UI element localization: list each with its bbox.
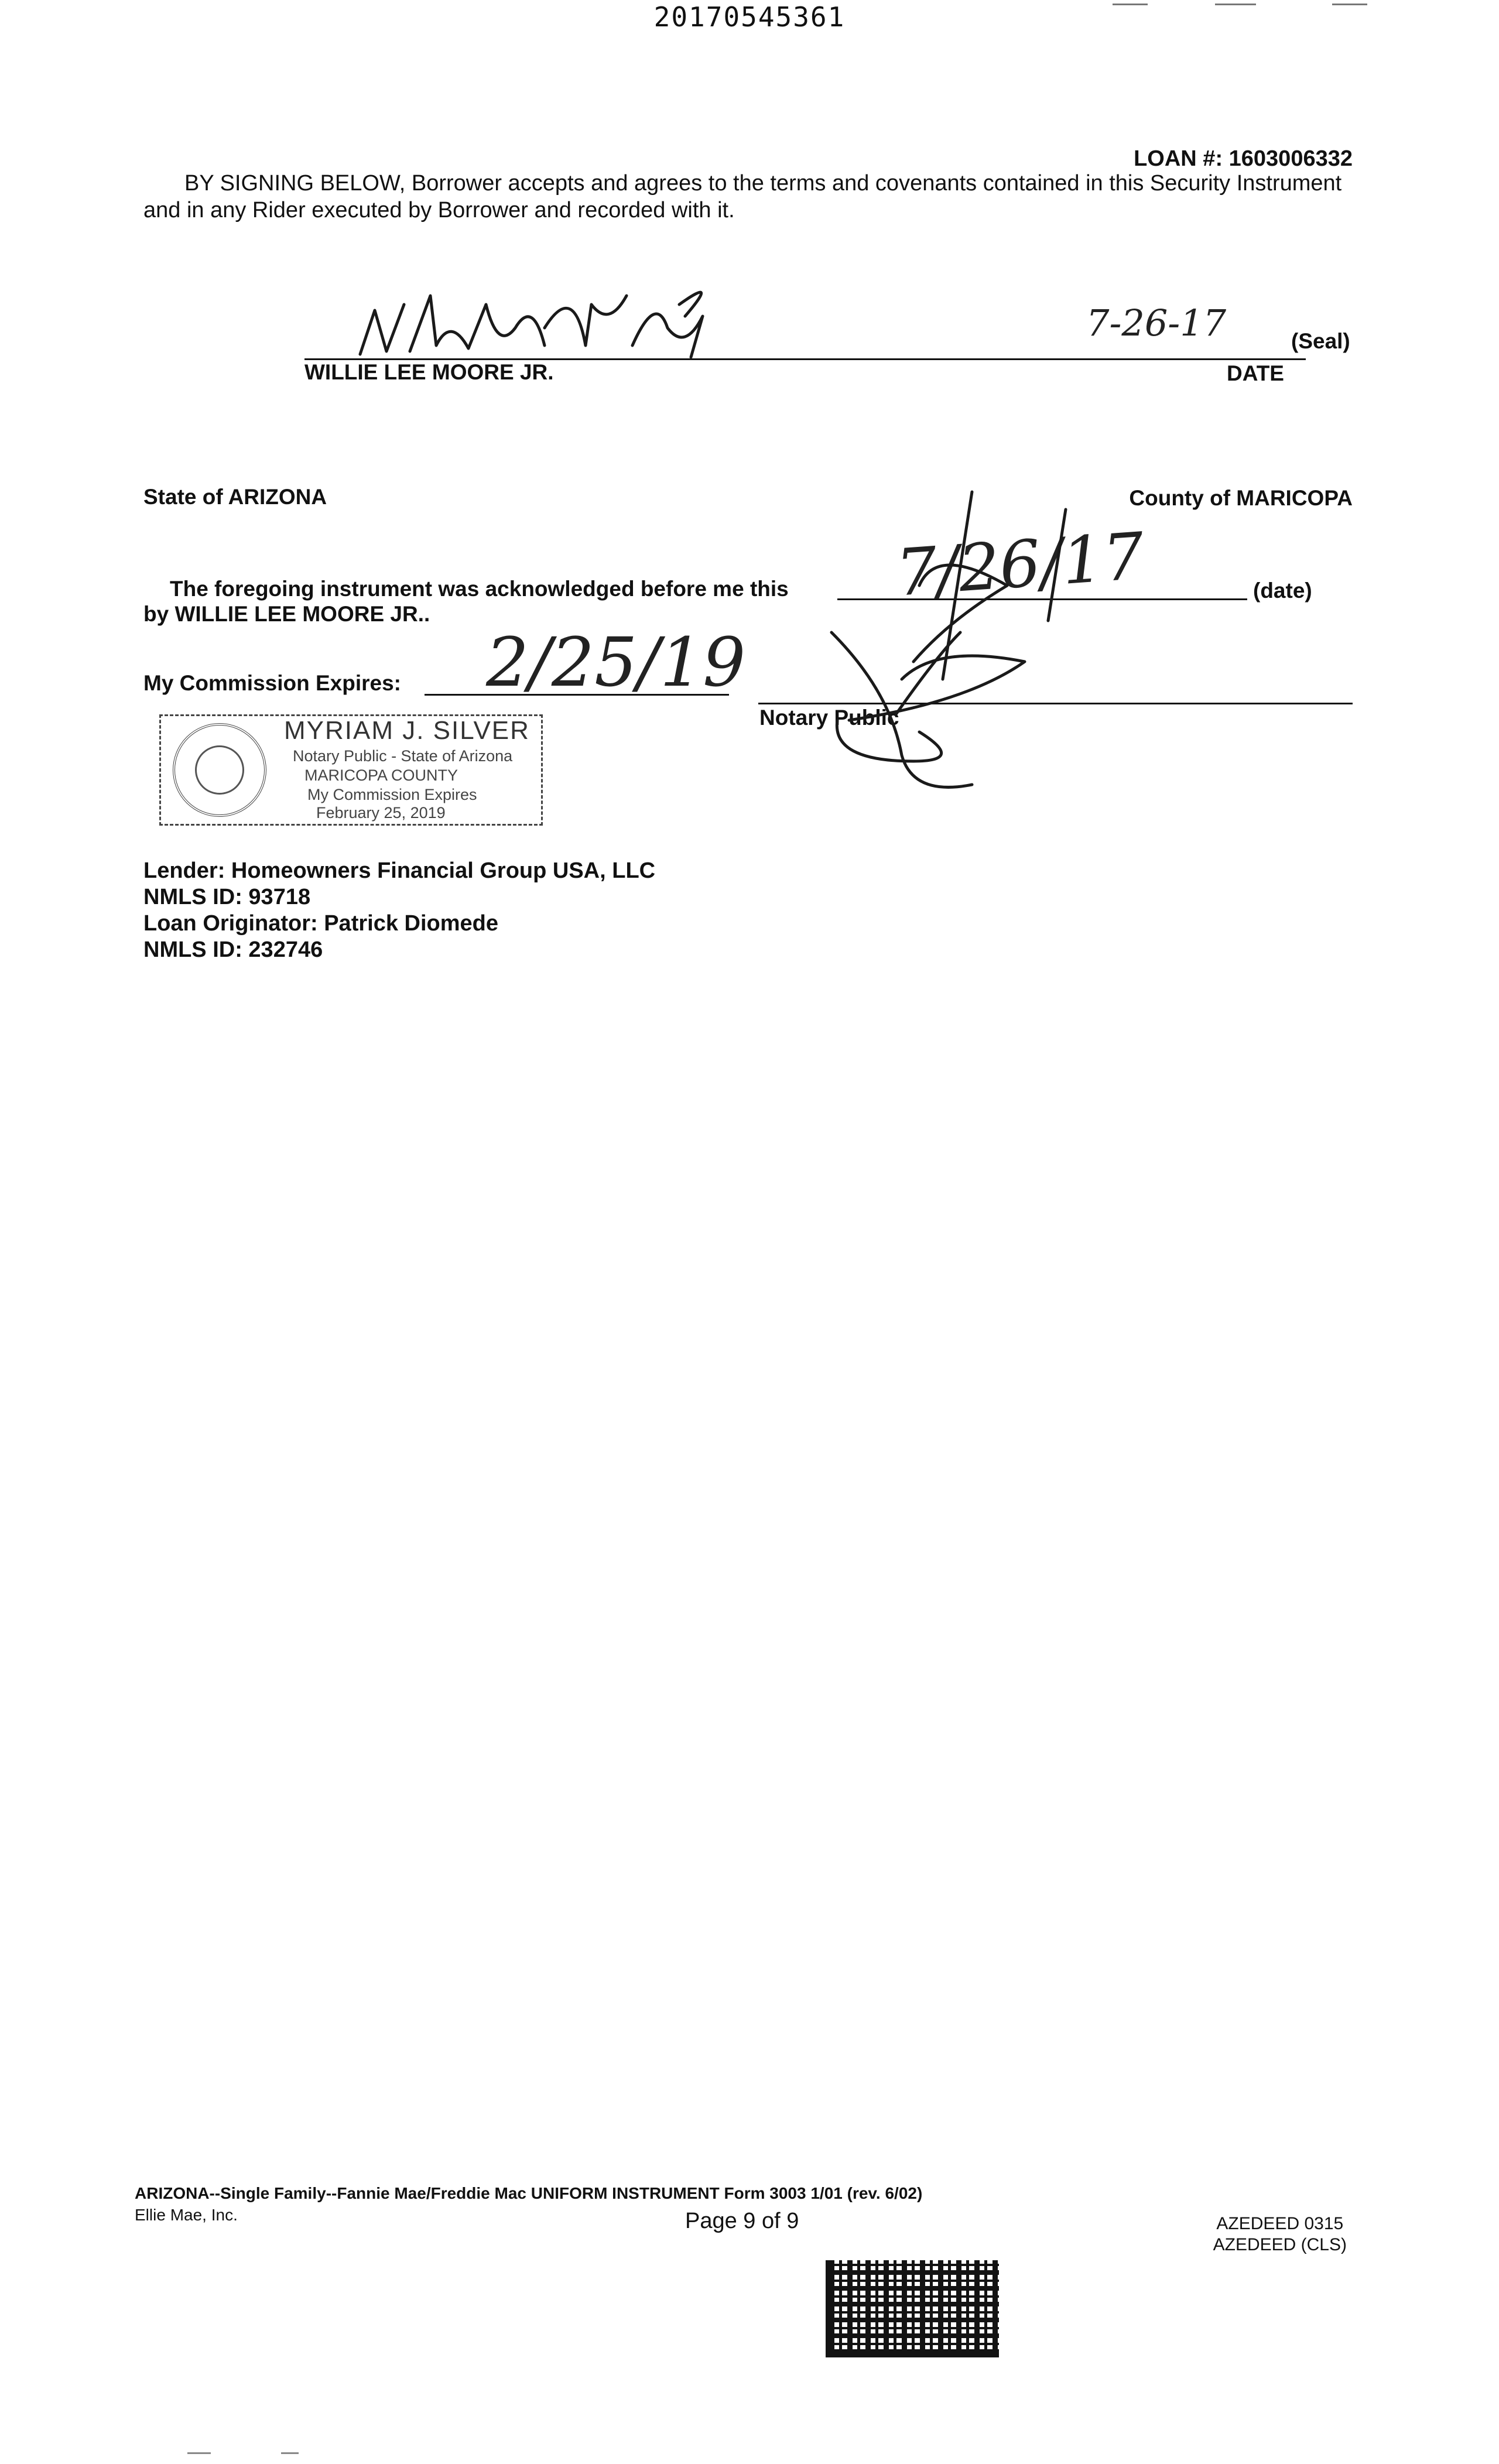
stamp-notary-name: MYRIAM J. SILVER bbox=[284, 716, 530, 745]
stamp-line: Notary Public - State of Arizona bbox=[293, 747, 513, 765]
scan-mark bbox=[1215, 4, 1256, 5]
loan-number: LOAN #: 1603006332 bbox=[1134, 146, 1353, 171]
borrower-signature bbox=[360, 292, 703, 357]
agreement-paragraph: BY SIGNING BELOW, Borrower accepts and agrees to the terms and covenants contained in this Security Instrument and in any Rider executed by Borrower and recorded with it. bbox=[143, 171, 1342, 223]
form-title: ARIZONA--Single Family--Fannie Mae/Freddie Mac UNIFORM INSTRUMENT Form 3003 1/01 (rev. 6/02) bbox=[135, 2184, 923, 2202]
page-number: Page 9 of 9 bbox=[685, 2209, 799, 2233]
lender-block bbox=[143, 858, 655, 963]
lender-nmls-id: NMLS ID: 93718 bbox=[143, 885, 311, 909]
notary-seal-icon bbox=[173, 723, 266, 817]
commission-label: My Commission Expires: bbox=[143, 671, 402, 695]
date-suffix: (date) bbox=[1253, 579, 1312, 603]
county-label: County of MARICOPA bbox=[1129, 486, 1353, 510]
state-label: State of ARIZONA bbox=[143, 485, 327, 509]
loan-originator: Loan Originator: Patrick Diomede bbox=[143, 911, 498, 936]
barcode-icon bbox=[826, 2260, 999, 2357]
notary-public-label: Notary Public bbox=[759, 706, 899, 730]
acknowledgment-text: The foregoing instrument was acknowledged before me this bbox=[170, 577, 789, 601]
seal-label: (Seal) bbox=[1291, 329, 1350, 353]
form-code: AZEDEED 0315 bbox=[1216, 2214, 1344, 2233]
scan-mark bbox=[281, 2452, 299, 2454]
lender-name: Lender: Homeowners Financial Group USA, LLC bbox=[143, 858, 656, 883]
stamp-line: My Commission Expires bbox=[307, 786, 477, 803]
originator-nmls-id: NMLS ID: 232746 bbox=[143, 937, 323, 962]
handwritten-date: 7-26-17 bbox=[1086, 302, 1227, 344]
form-code: AZEDEED (CLS) bbox=[1213, 2235, 1347, 2254]
handwritten-ack-date: 7/26/17 bbox=[894, 518, 1147, 611]
seal-emblem bbox=[195, 745, 244, 795]
notary-stamp bbox=[159, 714, 543, 826]
stamp-line: MARICOPA COUNTY bbox=[304, 766, 458, 784]
document-number: 20170545361 bbox=[653, 1, 846, 33]
stamp-line: February 25, 2019 bbox=[316, 804, 446, 822]
handwritten-commission-date: 2/25/19 bbox=[486, 624, 746, 702]
vendor-name: Ellie Mae, Inc. bbox=[135, 2206, 238, 2224]
scan-mark bbox=[1332, 4, 1367, 5]
date-label: DATE bbox=[1227, 361, 1284, 385]
borrower-name: WILLIE LEE MOORE JR. bbox=[304, 360, 554, 384]
acknowledgment-subject: by WILLIE LEE MOORE JR.. bbox=[143, 602, 430, 626]
scan-mark bbox=[187, 2452, 211, 2454]
scan-mark bbox=[1113, 4, 1148, 5]
form-codes bbox=[1213, 2213, 1347, 2256]
notary-signature-line bbox=[758, 703, 1353, 704]
